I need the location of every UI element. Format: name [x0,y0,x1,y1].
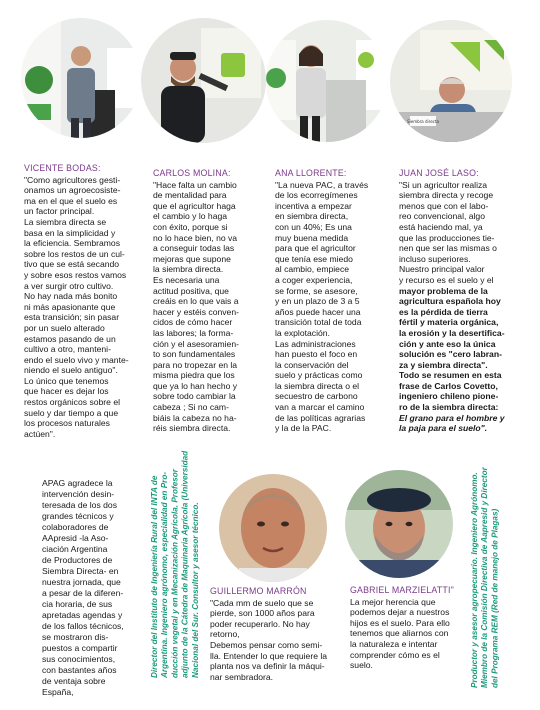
quote-line: suelo. [350,660,373,671]
quote-line: y la de la PAC. [275,423,332,434]
quote-line: incluso superiores. [399,253,471,264]
quote-line: han puesto el foco en [275,349,358,360]
gabriel-bio [470,467,501,688]
quote-line: creáis en lo que vais a [153,296,239,307]
intro-line: sus conocimientos, [42,654,116,664]
quote-line: hijos es el suelo. Para ello [350,617,450,628]
photo-juan-jose-laso [390,20,512,142]
quote-line: sobre los restos de un cul- [24,248,125,259]
speaker-quote [210,598,340,683]
intro-line: con bastantes años [42,665,117,675]
quote-line: a conseguir todas las [153,243,235,254]
quote-line: basa en la simplicidad y [24,227,116,238]
photo-carlos-molina [141,18,266,143]
quote-line: ingeniero chileno pione- [399,391,499,402]
quote-line: van a marcar el camino [275,402,365,413]
photo-gabriel-marzielatti [345,470,453,578]
quote-line: cabeza ; Si no cam- [153,402,229,413]
intro-line: a pesar de la diferen- [42,588,124,598]
quote-line: sobre todo cambiar la [153,391,236,402]
quote-line: za y siembra directa". [399,359,488,370]
quote-line: suelo y dar tiempo a que [24,407,119,418]
speaker-quote [275,180,397,434]
quote-line: y recurso es el suelo y el [399,274,494,285]
quote-line: biáis la cabeza no ha- [153,412,237,423]
speaker-carlos-molina [153,168,271,434]
quote-line: No hay nada más bonito [24,291,118,302]
quote-line: nen que ser las mismas o [399,243,497,254]
quote-line: cidos de cómo hacer [153,317,233,328]
quote-line: estamos pasando de un [24,333,116,344]
quote-line: la naturaleza e intentar [350,638,438,649]
speaker-quote [24,175,148,440]
speaker-quote [153,180,271,434]
photo-ana-llorente [266,20,388,142]
quote-line: que tenía ese miedo [275,253,353,264]
quote-line: de mentalidad para [153,190,227,201]
intro-line: de los fallos técnicos, [42,621,124,631]
quote-line: muy buena medida [275,232,349,243]
quote-line: secuestro de carbono [275,391,358,402]
quote-line: actúen". [24,428,56,439]
bio-line: ducción vegetal y en Mecanización Agrícola. Profesor [170,469,180,678]
quote-line: incentiva a empezar [275,200,352,211]
quote-line: a ver surgir otro cultivo. [24,280,114,291]
quote-line: transición total de toda [275,317,362,328]
quote-line: suelo y prácticas como [275,370,363,381]
quote-line: reo convencional, algo [399,211,485,222]
quote-line: está haciendo mal, ya [399,221,483,232]
quote-line: mejoras que supone [153,253,231,264]
speaker-name: GUILLERMO MARRÓN [210,586,307,596]
speaker-name: ANA LLORENTE: [275,168,347,178]
photo-guillermo-marron [219,474,327,582]
quote-line: frase de Carlos Covetto, [399,380,498,391]
photo-vicente-bodas [21,18,141,138]
quote-line: niendo el suelo antiguo". [24,365,118,376]
quote-line: Es necesaria una [153,274,220,285]
quote-line: el cambio y lo haga [153,211,228,222]
quote-line: las labores; la forma- [153,327,234,338]
quote-line: poder recuperarlo. No hay [210,618,310,629]
quote-line: menos que con el labo- [399,200,489,211]
quote-line: restos orgánicos sobre el [24,397,121,408]
quote-line: onamos un agroecosiste- [24,185,121,196]
intro-line: APAG agradece la [42,478,113,488]
photo-sign-text: Siembra directa [407,119,439,124]
quote-line: agricultura española hoy [399,296,501,307]
quote-line: to son fundamentales [153,349,236,360]
quote-line: para no tropezar en la [153,359,238,370]
speaker-name: JUAN JOSÉ LASO: [399,168,479,178]
bio-line: Director del Instituto de Ingeniería Rural del INTA de [150,475,159,678]
quote-line: actitud positiva, que [153,285,229,296]
quote-line: por un suelo alterado [24,322,105,333]
quote-line: tenemos que aliarnos con [350,628,449,639]
intro-line: cia horaria, de sus [42,599,113,609]
quote-line: en siembra directa, [275,211,349,222]
bio-line: Miembro de la Comisión Directiva de Aapresid y Director [480,467,490,688]
quote-line: se forme, se asesore, [275,285,358,296]
speaker-quote [350,597,478,671]
quote-line: y sobre esos restos vamos [24,269,127,280]
quote-line: no lo hace bien, no va [153,232,238,243]
intro-line: grandes técnicos y [42,511,114,521]
guillermo-block [210,586,340,682]
quote-line: que ya lo han hecho y [153,380,238,391]
quote-line: mayor problema de la [399,285,488,296]
intro-line: Siembra Directa- en [42,566,119,576]
quote-line: hacer y estéis conven- [153,306,239,317]
quote-line: y en un plazo de 3 a 5 [275,296,360,307]
quote-line: lla. Entender lo que requiere la [210,650,328,661]
intro-line: se mostraron dis- [42,632,109,642]
quote-line: tivo que se está secando [24,259,120,270]
quote-line: "La nueva PAC, a través [275,179,369,190]
quote-line: El grano para el hombre y [399,412,505,423]
quote-line: cultivo a otro, manteni- [24,344,111,355]
intro-line: apretadas agendas y [42,610,123,620]
quote-line: "Cada mm de suelo que se [210,597,314,608]
quote-line: ro de la siembra directa: [399,402,499,413]
speaker-vicente-bodas [24,163,148,439]
quote-line: "Como agricultores gesti- [24,174,121,185]
quote-line: la paja para el suelo". [399,423,488,434]
quote-line: años puede hacer una [275,306,361,317]
intro-line: teresada de los dos [42,500,118,510]
quote-line: réis siembra directa. [153,423,231,434]
intro-line: colaboradores de [42,522,109,532]
quote-line: que las producciones tie- [399,232,495,243]
bio-line: Productor y asesor agropecuario. Ingeniero Agrónomo. [470,472,479,688]
quote-line: la conservación del [275,359,349,370]
intro-line: intervención desin- [42,489,115,499]
quote-line: con éxito, porque si [153,221,228,232]
quote-line: fértil y materia orgánica, [399,317,499,328]
guillermo-bio [150,450,201,678]
quote-line: con un 40%; Es una [275,221,352,232]
quote-line: ma en el que el suelo es [24,195,118,206]
speaker-name: VICENTE BODAS: [24,163,101,173]
quote-line: nar sembradora. [210,671,274,682]
quote-line: Las administraciones [275,338,356,349]
quote-line: de las políticas agrarias [275,412,366,423]
speaker-quote [399,180,527,434]
quote-line: los procesos naturales [24,418,110,429]
quote-line: Debemos pensar como semi- [210,639,323,650]
bio-line: del Programa REM (Red de manejo de Plagas) [490,508,500,688]
intro-line: de ventaja sobre [42,676,106,686]
quote-line: para que el agricultor [275,243,356,254]
quote-line: podemos dejar a nuestros [350,607,450,618]
intro-line: de Productores de [42,555,113,565]
quote-line: "Hace falta un cambio [153,179,237,190]
quote-line: Todo se resumen en esta [399,370,502,381]
bio-line: Nacional del Sur. Consultor y asesor técnico. [190,502,200,678]
quote-line: la siembra directa. [153,264,224,275]
intro-line: España, [42,687,74,697]
quote-line: misma piedra que los [153,370,235,381]
quote-line: es la pérdida de tierra [399,306,488,317]
quote-line: de los ecorregímenes [275,190,358,201]
quote-line: al cambio, empiece [275,264,350,275]
bio-line: Argentina. Ingeniero agrónomo, especialidad en Pro- [160,471,170,678]
quote-line: La mejor herencia que [350,596,436,607]
quote-line: ción y ante eso la única [399,338,496,349]
intro-line: ciación Argentina [42,544,108,554]
quote-line: planta nos va definir la máqui- [210,661,325,672]
quote-line: La siembra directa se [24,216,107,227]
quote-line: pierde, son 1000 años para [210,608,315,619]
intro-line: nuestra jornada, que [42,577,121,587]
quote-line: que hacer es dejar los [24,386,109,397]
quote-line: la explotación. [275,327,330,338]
speaker-juan-jose-laso [399,168,527,434]
bio-line: adjunto de la Cátedra de Maquinaria Agrícola (Universidad [180,450,190,678]
gabriel-block [350,585,478,671]
quote-line: "Si un agricultor realiza [399,179,488,190]
speaker-name: CARLOS MOLINA: [153,168,231,178]
quote-line: ción y el asesoramien- [153,338,239,349]
quote-line: solución es "cero labran- [399,349,502,360]
quote-line: la eficiencia. Sembramos [24,238,121,249]
quote-line: la erosión y la desertifica- [399,327,505,338]
quote-line: a coger experiencia, [275,274,353,285]
quote-line: siembra directa y recoge [399,190,494,201]
intro-line: puestos a compartir [42,643,118,653]
intro-line: AApresid -la Aso- [42,533,109,543]
quote-line: endo el suelo vivo y mante- [24,354,129,365]
quote-line: un factor principal. [24,206,95,217]
quote-line: la siembra directa o el [275,380,360,391]
quote-line: retorno, [210,629,240,640]
quote-line: comprender cómo es el [350,649,440,660]
speaker-ana-llorente [275,168,397,434]
quote-line: que el agricultor haga [153,200,236,211]
speaker-name: GABRIEL MARZIELATTI" [350,585,454,595]
quote-line: Lo único que tenemos [24,375,109,386]
quote-line: esta transición; sin pasar [24,312,120,323]
quote-line: ni más apasionante que [24,301,116,312]
quote-line: Nuestro principal valor [399,264,485,275]
